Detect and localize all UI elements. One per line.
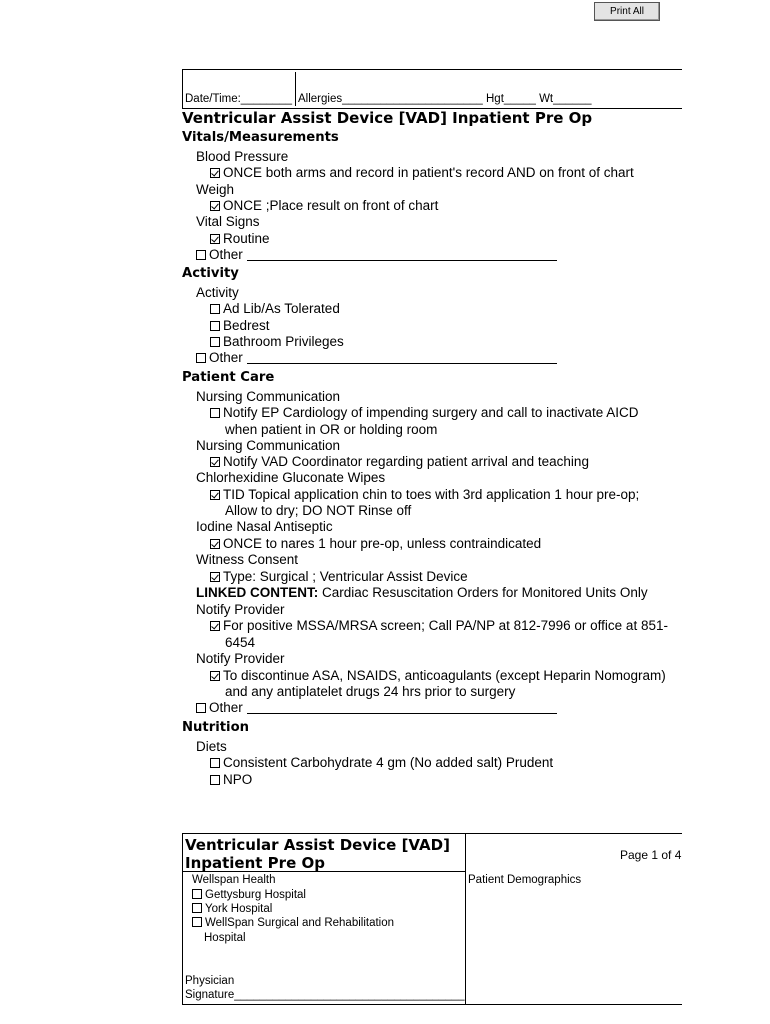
option-text: Other bbox=[209, 350, 243, 365]
order-option[interactable] bbox=[210, 772, 252, 787]
date-time-field[interactable]: Date/Time:________ bbox=[185, 93, 292, 105]
checkbox-icon[interactable] bbox=[196, 703, 206, 713]
option-text: Notify EP Cardiology of impending surgery and call to inactivate AICD bbox=[223, 405, 639, 420]
option-text: Bedrest bbox=[223, 318, 270, 333]
hospital-option[interactable] bbox=[192, 903, 272, 915]
option-text: York Hospital bbox=[205, 903, 273, 915]
section-heading-nutrition: Nutrition bbox=[182, 720, 250, 735]
order-option[interactable] bbox=[210, 301, 340, 316]
option-text: Type: Surgical ; Ventricular Assist Device bbox=[223, 569, 468, 584]
order-option[interactable] bbox=[210, 198, 438, 213]
linked-content-text: Cardiac Resuscitation Orders for Monitored Units Only bbox=[318, 585, 648, 600]
allergies-height-weight-field[interactable]: Allergies______________________ Hgt_____ Wt______ bbox=[298, 93, 592, 105]
section-heading-vitals: Vitals/Measurements bbox=[182, 130, 339, 145]
option-text: Other bbox=[209, 247, 243, 262]
option-text: Ad Lib/As Tolerated bbox=[223, 301, 340, 316]
other-option[interactable] bbox=[196, 700, 557, 715]
option-text-continued: and any antiplatelet drugs 24 hrs prior to surgery bbox=[225, 684, 516, 699]
order-label: Vital Signs bbox=[196, 214, 260, 229]
section-heading-patient-care: Patient Care bbox=[182, 370, 275, 385]
checkbox-checked-icon[interactable] bbox=[210, 671, 220, 681]
option-text: TID Topical application chin to toes with 3rd application 1 hour pre-op; bbox=[223, 487, 640, 502]
option-text: ONCE to nares 1 hour pre-op, unless contraindicated bbox=[223, 536, 542, 551]
physician-label: Physician bbox=[185, 975, 235, 987]
order-option[interactable] bbox=[210, 569, 468, 584]
footer-title-line: Ventricular Assist Device [VAD] bbox=[185, 836, 450, 854]
order-label: Diets bbox=[196, 739, 227, 754]
other-option[interactable] bbox=[196, 350, 557, 365]
footer-divider bbox=[465, 834, 466, 1004]
order-label: Chlorhexidine Gluconate Wipes bbox=[196, 470, 386, 485]
checkbox-icon[interactable] bbox=[210, 758, 220, 768]
order-option[interactable] bbox=[210, 536, 541, 551]
physician-signature-field[interactable]: Signature____________________________________ bbox=[185, 989, 465, 1001]
checkbox-checked-icon[interactable] bbox=[210, 457, 220, 467]
footer-title-line: Inpatient Pre Op bbox=[185, 854, 325, 872]
hospital-option[interactable] bbox=[192, 889, 306, 901]
checkbox-checked-icon[interactable] bbox=[210, 539, 220, 549]
page-number: Page 1 of 4 bbox=[620, 848, 682, 862]
option-text: Gettysburg Hospital bbox=[205, 889, 306, 901]
checkbox-checked-icon[interactable] bbox=[210, 201, 220, 211]
checkbox-icon[interactable] bbox=[192, 917, 202, 927]
option-text: Other bbox=[209, 700, 243, 715]
order-option[interactable] bbox=[210, 755, 553, 770]
order-label: Blood Pressure bbox=[196, 149, 289, 164]
footer-title bbox=[185, 836, 450, 872]
option-text: NPO bbox=[223, 772, 253, 787]
checkbox-icon[interactable] bbox=[192, 903, 202, 913]
section-heading-activity: Activity bbox=[182, 266, 239, 281]
option-text-continued: 6454 bbox=[225, 635, 256, 650]
option-text: To discontinue ASA, NSAIDS, anticoagulants (except Heparin Nomogram) bbox=[223, 668, 666, 683]
hospital-option[interactable] bbox=[192, 917, 394, 929]
order-label: Notify Provider bbox=[196, 602, 285, 617]
option-text-continued: Allow to dry; DO NOT Rinse off bbox=[225, 503, 412, 518]
other-blank-line[interactable] bbox=[247, 713, 557, 714]
order-option[interactable] bbox=[210, 618, 668, 633]
order-label: Weigh bbox=[196, 182, 235, 197]
option-text: ONCE both arms and record in patient's record AND on front of chart bbox=[223, 165, 634, 180]
option-text: For positive MSSA/MRSA screen; Call PA/NP at 812-7996 or office at 851- bbox=[223, 618, 668, 633]
other-option[interactable] bbox=[196, 247, 557, 262]
checkbox-checked-icon[interactable] bbox=[210, 168, 220, 178]
checkbox-icon[interactable] bbox=[196, 353, 206, 363]
order-label: Witness Consent bbox=[196, 552, 299, 567]
order-label: Activity bbox=[196, 285, 239, 300]
order-option[interactable] bbox=[210, 165, 634, 180]
other-blank-line[interactable] bbox=[247, 363, 557, 364]
checkbox-icon[interactable] bbox=[192, 889, 202, 899]
option-text: WellSpan Surgical and Rehabilitation bbox=[205, 917, 395, 929]
option-text: ONCE ;Place result on front of chart bbox=[223, 198, 439, 213]
linked-content-label: LINKED CONTENT: bbox=[196, 585, 319, 600]
checkbox-icon[interactable] bbox=[210, 304, 220, 314]
checkbox-icon[interactable] bbox=[210, 775, 220, 785]
order-option[interactable] bbox=[210, 487, 639, 502]
order-label: Nursing Communication bbox=[196, 438, 341, 453]
option-text: Consistent Carbohydrate 4 gm (No added salt) Prudent bbox=[223, 755, 554, 770]
checkbox-icon[interactable] bbox=[196, 250, 206, 260]
header-divider bbox=[295, 72, 296, 106]
option-text: Notify VAD Coordinator regarding patient arrival and teaching bbox=[223, 454, 589, 469]
order-option[interactable] bbox=[210, 231, 270, 246]
checkbox-icon[interactable] bbox=[210, 408, 220, 418]
patient-demographics-label: Patient Demographics bbox=[468, 874, 582, 886]
order-option[interactable] bbox=[210, 318, 270, 333]
other-blank-line[interactable] bbox=[247, 260, 557, 261]
order-label: Iodine Nasal Antiseptic bbox=[196, 519, 333, 534]
order-label: Nursing Communication bbox=[196, 389, 341, 404]
checkbox-checked-icon[interactable] bbox=[210, 234, 220, 244]
order-set-title: Ventricular Assist Device [VAD] Inpatient Pre Op bbox=[182, 109, 593, 127]
order-option[interactable] bbox=[210, 454, 589, 469]
order-option[interactable] bbox=[210, 334, 344, 349]
organization-name: Wellspan Health bbox=[192, 874, 276, 886]
option-text: Routine bbox=[223, 231, 270, 246]
option-text: Bathroom Privileges bbox=[223, 334, 344, 349]
checkbox-icon[interactable] bbox=[210, 337, 220, 347]
checkbox-checked-icon[interactable] bbox=[210, 572, 220, 582]
checkbox-icon[interactable] bbox=[210, 321, 220, 331]
checkbox-checked-icon[interactable] bbox=[210, 621, 220, 631]
linked-content bbox=[196, 585, 648, 600]
checkbox-checked-icon[interactable] bbox=[210, 490, 220, 500]
option-text-continued: Hospital bbox=[204, 932, 246, 944]
order-label: Notify Provider bbox=[196, 651, 285, 666]
print-all-button[interactable]: Print All bbox=[594, 2, 660, 21]
order-option[interactable] bbox=[210, 405, 638, 420]
option-text-continued: when patient in OR or holding room bbox=[225, 422, 438, 437]
order-option[interactable] bbox=[210, 668, 666, 683]
